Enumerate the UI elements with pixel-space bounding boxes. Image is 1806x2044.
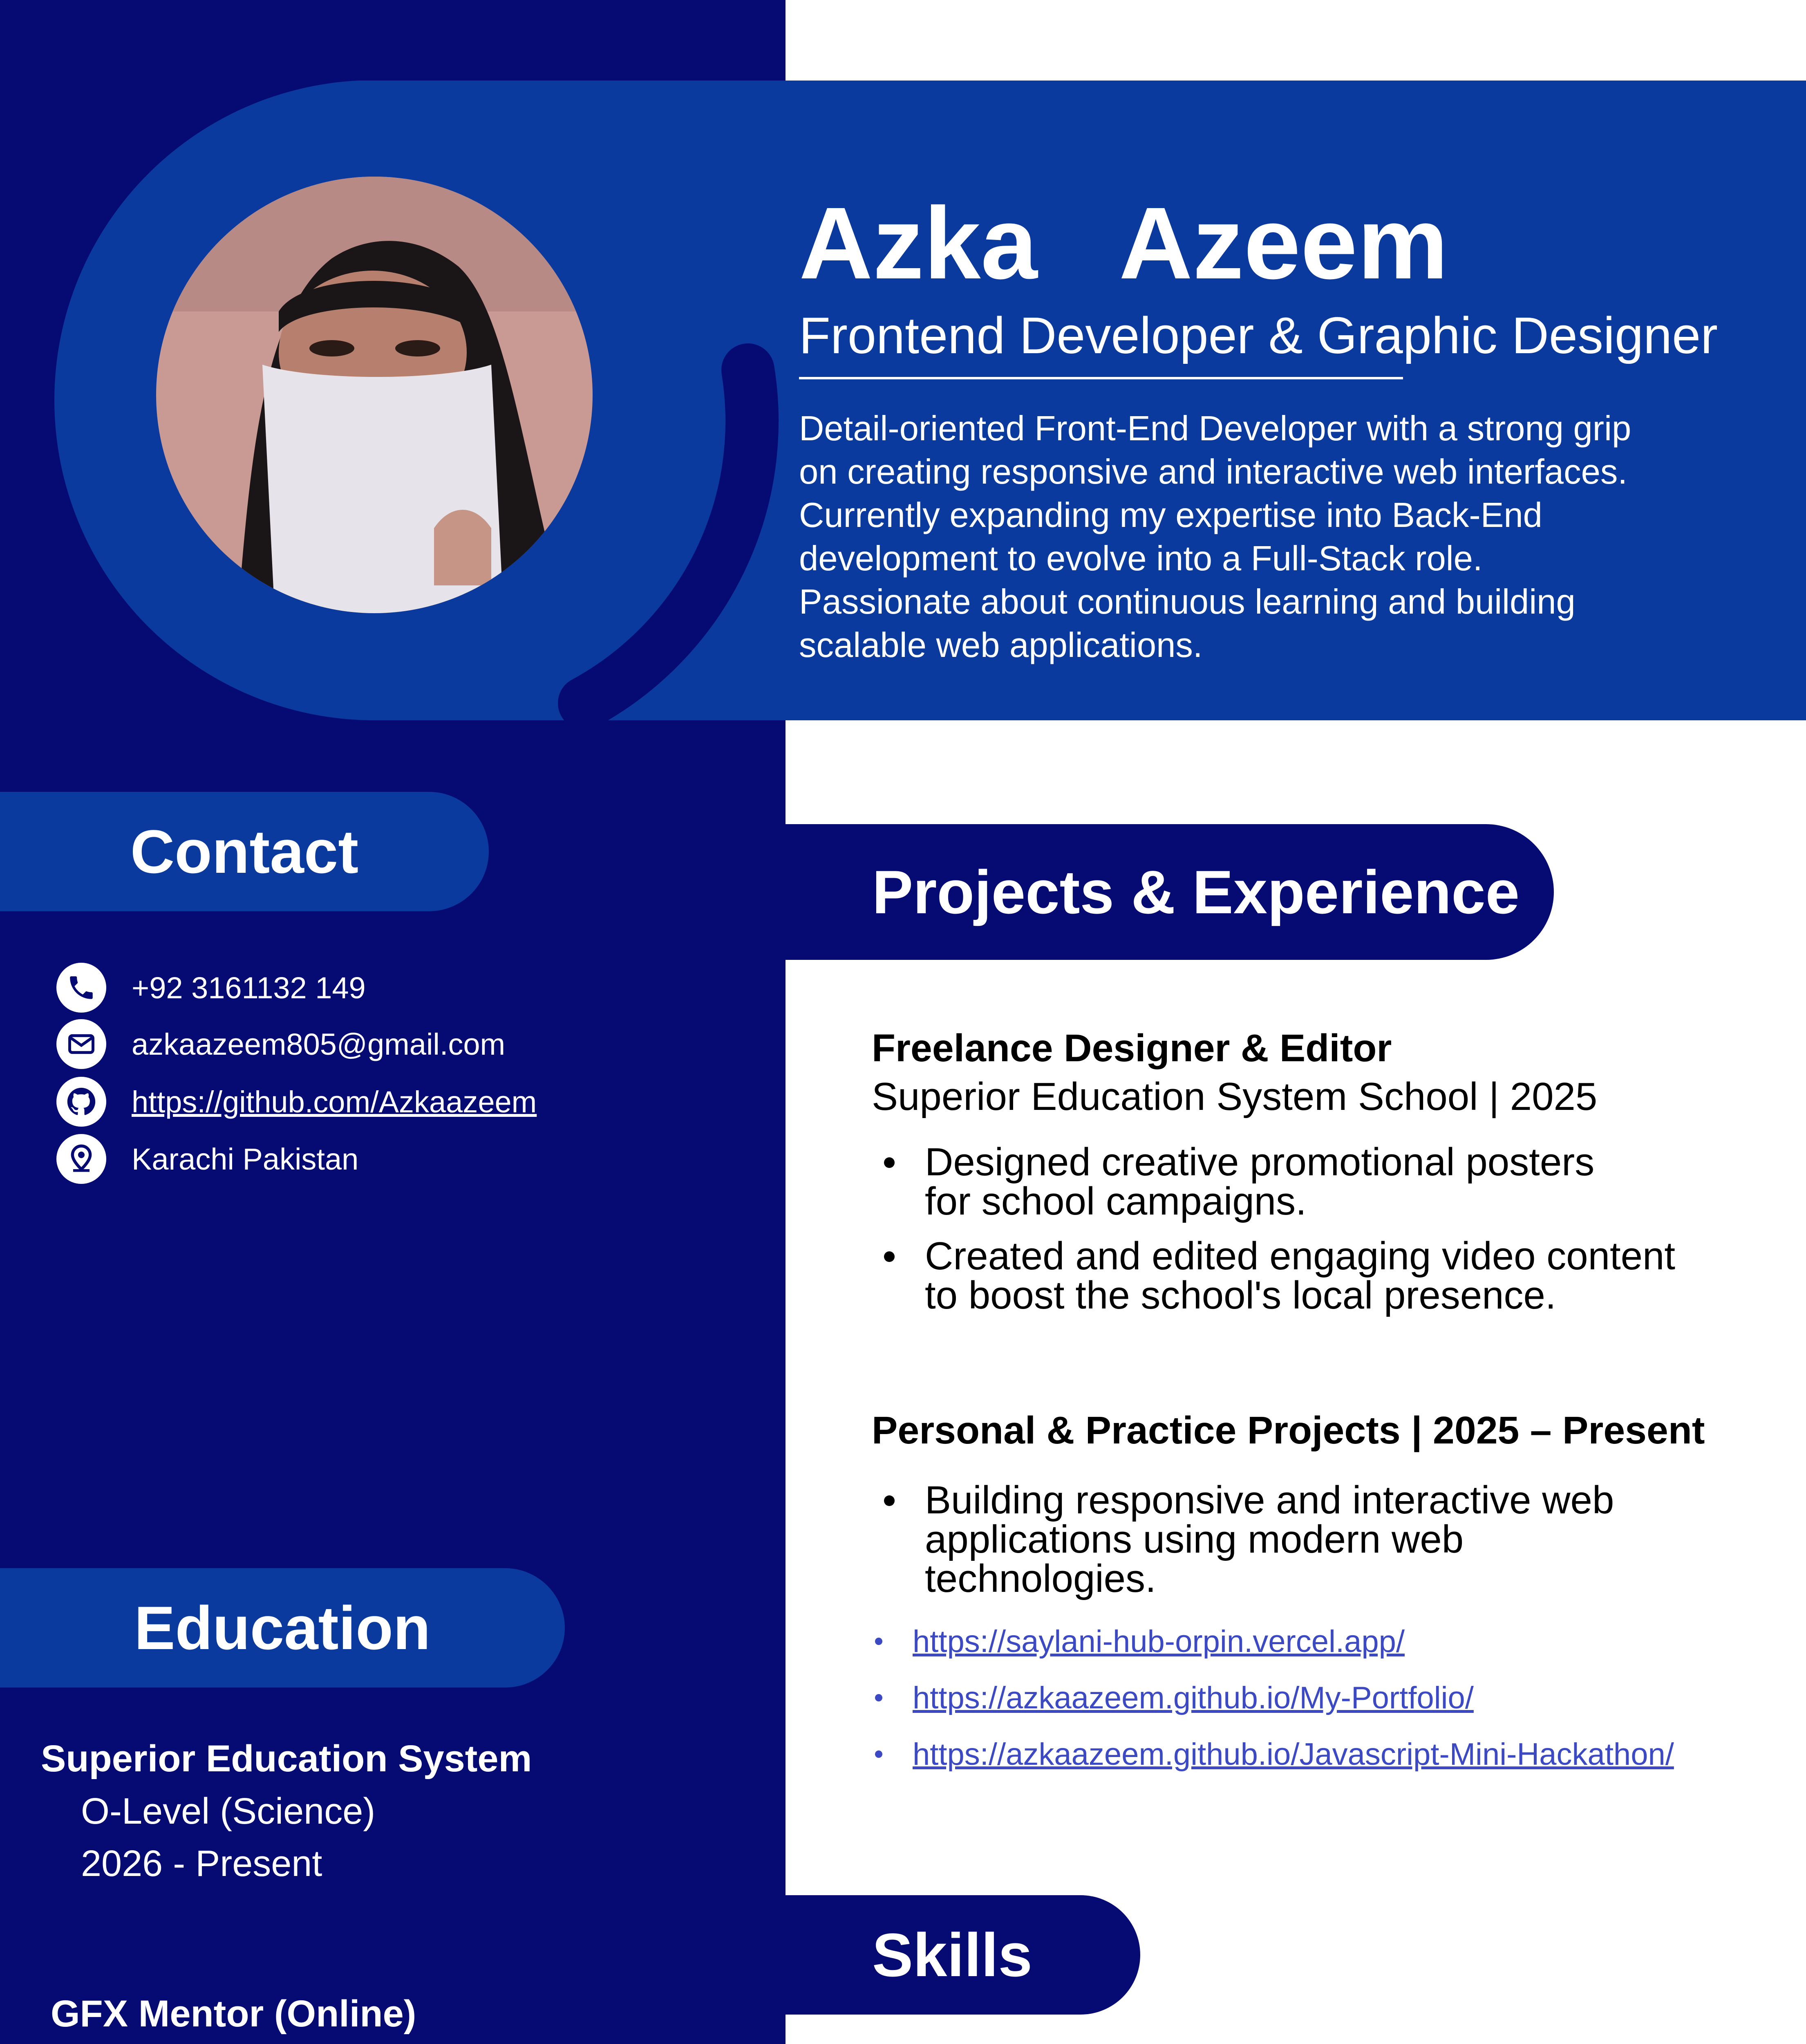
education-heading: Education [0, 1568, 565, 1688]
github-icon [56, 1077, 106, 1127]
project-link[interactable] [872, 1626, 1674, 1683]
summary-line: on creating responsive and interactive web interfaces. [799, 453, 1627, 491]
project-link-text[interactable]: https://azkaazeem.github.io/My-Portfolio/ [913, 1681, 1474, 1715]
contact-github [56, 1077, 537, 1127]
project-link[interactable] [872, 1739, 1674, 1795]
contact-location [56, 1134, 358, 1184]
personal-projects-bullets [872, 1478, 1771, 1600]
contact-heading: Contact [0, 792, 489, 911]
bullet-line: Building responsive and interactive web [925, 1478, 1614, 1522]
list-item [872, 1234, 1771, 1317]
education-school: Superior Education System [41, 1738, 532, 1780]
summary-line: Detail-oriented Front-End Developer with a strong grip [799, 409, 1631, 448]
project-links [872, 1626, 1674, 1795]
bullet-line: technologies. [925, 1557, 1156, 1600]
bullet-line: Created and edited engaging video content [925, 1234, 1676, 1278]
freelance-bullets [872, 1140, 1771, 1317]
freelance-subtitle: Superior Education System School | 2025 [872, 1075, 1598, 1118]
last-name: Azeem [1119, 186, 1448, 300]
list-item [872, 1478, 1771, 1600]
summary-line: Passionate about continuous learning and building [799, 583, 1575, 621]
personal-projects-title: Personal & Practice Projects | 2025 – Present [872, 1409, 1705, 1452]
skills-heading: Skills [786, 1895, 1140, 2015]
list-item [872, 1140, 1771, 1223]
email-icon [56, 1019, 106, 1069]
bullet-line: Designed creative promotional posters [925, 1140, 1595, 1184]
project-link-text[interactable]: https://saylani-hub-orpin.vercel.app/ [913, 1624, 1405, 1659]
email-address[interactable]: azkaazeem805@gmail.com [132, 1027, 506, 1061]
contact-email [56, 1019, 505, 1069]
contact-phone [56, 963, 366, 1013]
profile-photo [156, 177, 593, 613]
projects-heading: Projects & Experience [786, 824, 1554, 960]
summary-line: Currently expanding my expertise into Back-End [799, 496, 1542, 535]
profile-summary [799, 407, 1772, 667]
bullet-line: for school campaigns. [925, 1179, 1307, 1223]
github-link[interactable]: https://github.com/Azkaazeem [132, 1085, 537, 1119]
project-link[interactable] [872, 1683, 1674, 1739]
location-icon [56, 1134, 106, 1184]
location-text: Karachi Pakistan [132, 1142, 359, 1176]
bullet-line: applications using modern web [925, 1517, 1464, 1561]
education-detail: O-Level (Science) [81, 1791, 376, 1832]
summary-line: development to evolve into a Full-Stack role. [799, 539, 1483, 578]
education-school: GFX Mentor (Online) [51, 1993, 416, 2035]
education-years: 2026 - Present [81, 1843, 322, 1884]
summary-line: scalable web applications. [799, 626, 1203, 665]
first-name: Azka [799, 186, 1038, 300]
phone-number: +92 3161132 149 [132, 970, 366, 1005]
title-underline [799, 377, 1403, 379]
job-title: Frontend Developer & Graphic Designer [799, 307, 1718, 364]
bullet-line: to boost the school's local presence. [925, 1273, 1556, 1317]
phone-icon [56, 963, 106, 1013]
candidate-name [799, 186, 1448, 300]
project-link-text[interactable]: https://azkaazeem.github.io/Javascript-Mini-Hackathon/ [913, 1737, 1674, 1772]
freelance-title: Freelance Designer & Editor [872, 1026, 1392, 1070]
